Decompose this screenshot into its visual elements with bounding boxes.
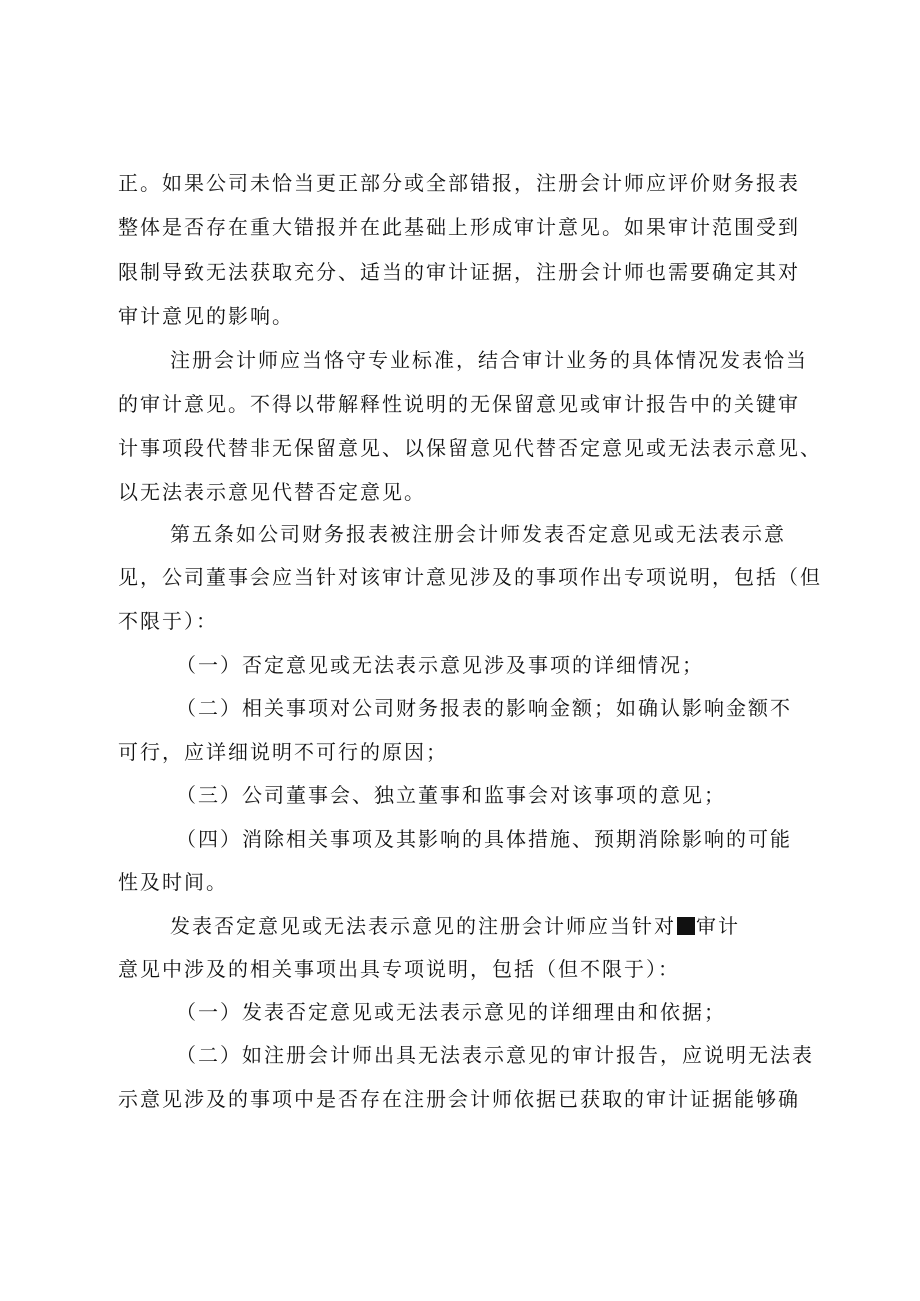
article-5-line: 第五条如公司财务报表被注册会计师发表否定意见或无法表示意: [170, 522, 786, 546]
text-line: 正。如果公司未恰当更正部分或全部错报，注册会计师应评价财务报表: [118, 171, 800, 195]
list-item: （四）消除相关事项及其影响的具体措施、预期消除影响的可能: [176, 827, 792, 851]
text-line: 意见中涉及的相关事项出具专项说明，包括（但不限于）：: [118, 957, 680, 981]
text-line: [170, 911, 740, 941]
text-line: 可行，应详细说明不可行的原因；: [118, 740, 448, 764]
list-item: （一）否定意见或无法表示意见涉及事项的详细情况；: [176, 653, 704, 677]
list-item: （一）发表否定意见或无法表示意见的详细理由和依据；: [176, 1000, 726, 1024]
text-line: 整体是否存在重大错报并在此基础上形成审计意见。如果审计范围受到: [118, 215, 800, 239]
text-line: 见，公司董事会应当针对该审计意见涉及的事项作出专项说明，包括（但: [118, 565, 822, 589]
list-item: （三）公司董事会、独立董事和监事会对该事项的意见；: [176, 783, 726, 807]
list-item: （二）如注册会计师出具无法表示意见的审计报告，应说明无法表: [176, 1043, 814, 1067]
text-line: 不限于）：: [118, 609, 218, 633]
redaction-block: [677, 917, 695, 935]
text-line: 审计意见的影响。: [118, 304, 294, 328]
text-line: 限制导致无法获取充分、适当的审计证据，注册会计师也需要确定其对: [118, 260, 800, 284]
list-item: （二）相关事项对公司财务报表的影响金额；如确认影响金额不: [176, 696, 792, 720]
text-line: 示意见涉及的事项中是否存在注册会计师依据已获取的审计证据能够确: [118, 1087, 800, 1111]
text-segment: 发表否定意见或无法表示意见的注册会计师应当针对: [170, 914, 676, 938]
text-line: 计事项段代替非无保留意见、以保留意见代替否定意见或无法表示意见、: [118, 436, 822, 460]
text-line: 注册会计师应当恪守专业标准，结合审计业务的具体情况发表恰当: [170, 348, 808, 372]
text-line: 性及时间。: [118, 870, 228, 894]
text-line: 的审计意见。不得以带解释性说明的无保留意见或审计报告中的关键审: [118, 392, 800, 416]
text-line: 以无法表示意见代替否定意见。: [118, 480, 426, 504]
text-segment: 审计: [696, 914, 740, 938]
